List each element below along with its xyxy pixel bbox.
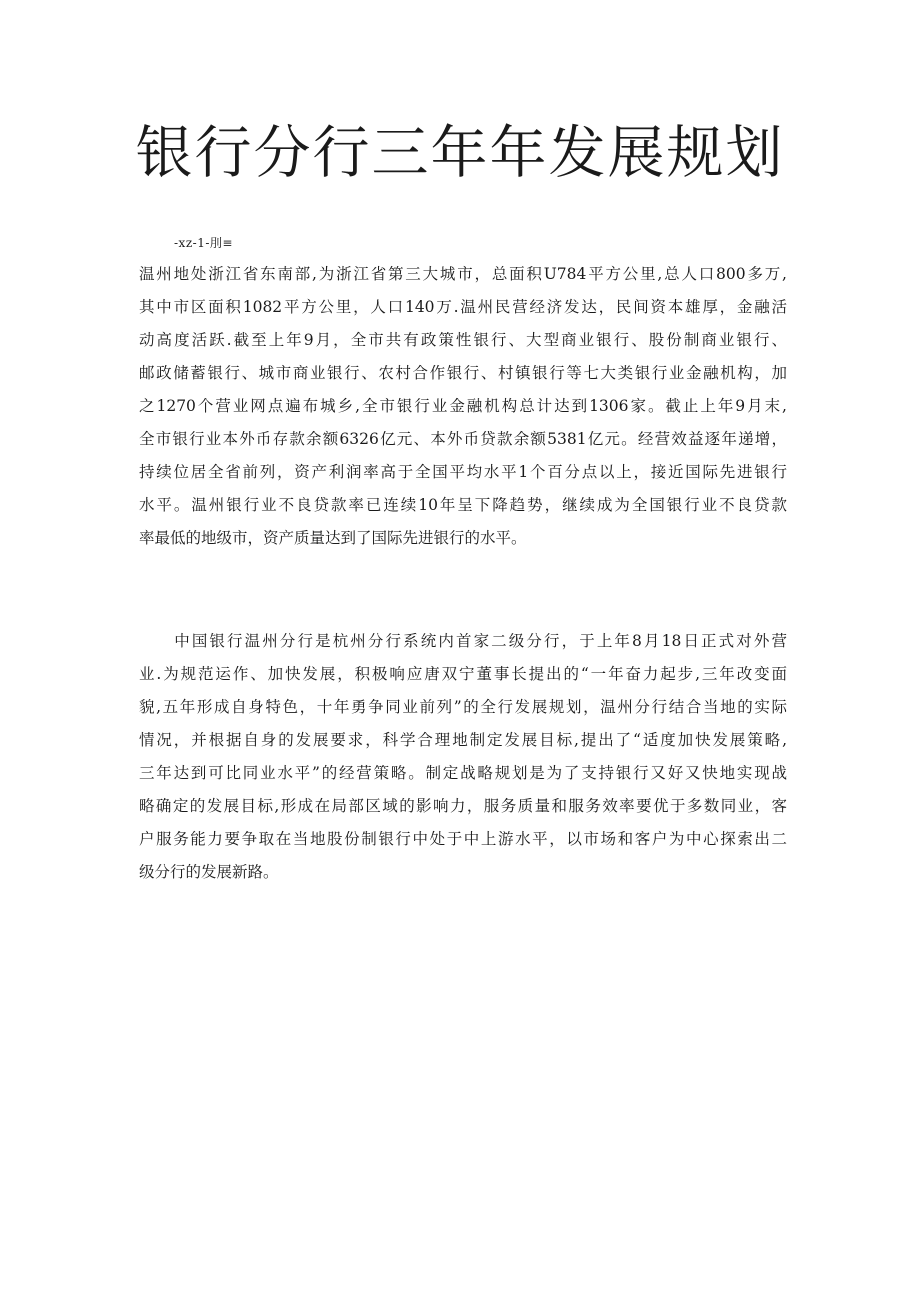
document-subheading: -xz-1-刖≡ [174,236,233,250]
text-line: 其中市区面积1082平方公里，人口140万.温州民营经济发达，民间资本雄厚，金融活 [139,298,787,316]
paragraph-overview [139,258,787,555]
text-line: 貌,五年形成自身特色，十年勇争同业前列”的全行发展规划，温州分行结合当地的实际 [139,698,787,716]
text-line: 户服务能力要争取在当地股份制银行中处于中上游水平，以市场和客户为中心探索出二 [139,830,787,848]
document-title: 银行分行三年年发展规划 [135,120,785,186]
text-line: 动高度活跃.截至上年9月，全市共有政策性银行、大型商业银行、股份制商业银行、 [139,331,787,349]
text-line: 之1270个营业网点遍布城乡,全市银行业金融机构总计达到1306家。截止上年9月末, [139,397,787,415]
text-line: 持续位居全省前列，资产利润率高于全国平均水平1个百分点以上，接近国际先进银行 [139,463,787,481]
text-line: 率最低的地级市，资产质量达到了国际先进银行的水平。 [139,529,527,547]
text-line: 情况，并根据自身的发展要求，科学合理地制定发展目标,提出了“适度加快发展策略, [139,731,787,749]
text-line: 级分行的发展新路。 [139,863,279,881]
text-line: 三年达到可比同业水平”的经营策略。制定战略规划是为了支持银行又好又快地实现战 [139,764,787,782]
paragraph-branch-strategy [139,625,787,889]
text-line: 全市银行业本外币存款余额6326亿元、本外币贷款余额5381亿元。经营效益逐年递增， [139,430,787,448]
text-line: 业.为规范运作、加快发展，积极响应唐双宁董事长提出的“一年奋力起步,三年改变面 [139,665,787,683]
text-line: 邮政储蓄银行、城市商业银行、农村合作银行、村镇银行等七大类银行业金融机构，加 [139,364,787,382]
text-line: 略确定的发展目标,形成在局部区域的影响力，服务质量和服务效率要优于多数同业，客 [139,797,787,815]
text-line: 中国银行温州分行是杭州分行系统内首家二级分行，于上年8月18日正式对外营 [139,632,787,650]
text-line: 水平。温州银行业不良贷款率已连续10年呈下降趋势，继续成为全国银行业不良贷款 [139,496,787,514]
text-line: 温州地处浙江省东南部,为浙江省第三大城市，总面积U784平方公里,总人口800多万, [139,265,787,283]
